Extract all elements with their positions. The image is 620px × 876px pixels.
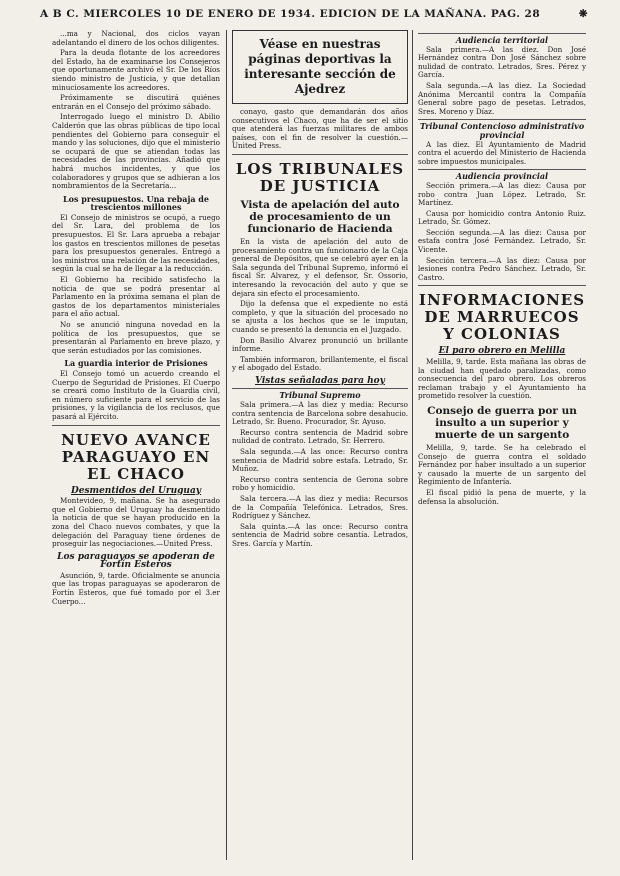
header-title: A B C. MIERCOLES 10 DE ENERO DE 1934. EDICION DE LA MAÑANA. PAG. 28 [40,8,541,20]
col1-paragraph: El Consejo tomó un acuerdo creando el Cuerpo de Seguridad de Prisiones. El Cuerpo se creará como Instituto de la Guardia civil, en número suficiente para el servicio de las prisiones, y la vigilancia de los reclusos, que pasará al Ejército. [52,368,220,421]
col2-paragraph: conayo, gasto que demandarán dos años consecutivos el Chaco, que ha de ser el sitio que atenderá las fuerzas militares de ambos países, con el fin de resolver la cuestión.—United Press. [232,107,408,151]
page-header [40,8,588,22]
col1-paragraph: Próximamente se discutirá quiénes entrarán en el Consejo del próximo sábado. [52,93,220,111]
column-rule-1 [226,30,227,860]
col3-paragraph: Sala primera.—A las diez. Don José Hernández contra Don José Sánchez sobre nulidad de contrato. Letrados, Sres. Pérez y García. [418,44,586,80]
col3-paragraph: Sala segunda.—A las diez. La Sociedad Anónima Mercantil contra la Compañía General sobre pago de pesetas. Letrados, Sres. Moreno y Díaz. [418,80,586,116]
headline-fortin: Los paraguayos se apoderan de Fortín Esteros [57,551,215,571]
col3-paragraph: A las diez. El Ayuntamiento de Madrid contra el acuerdo del Ministerio de Hacienda sobre impuestos municipales. [418,139,586,166]
col3-paragraph: Sección segunda.—A las diez: Causa por estafa contra José Fernández. Letrado, Sr. Vicente. [418,227,586,255]
headline-apelacion: Vista de apelación del auto de procesamiento de un funcionario de Hacienda [240,198,400,235]
ajedrez-box-text: Véase en nuestras páginas deportivas la interesante sección de Ajedrez [244,37,396,96]
headline-chaco: NUEVO AVANCE PARAGUAYO EN EL CHACO [61,430,211,483]
col1-paragraph: Para la deuda flotante de los acreedores del Estado, ha de examinarse los Consejeros que oportunamente archivó el Sr. De los Ríos siendo ministro de Justicia, y que detallan minuciosamente los acreedores. [52,48,220,92]
col3-paragraph: Sección tercera.—A las diez: Causa por lesiones contra Pedro Sánchez. Letrado, Sr. Castro. [418,255,586,282]
header-mark: ❋ [578,8,588,20]
col1-paragraph: Montevideo, 9, mañana. Se ha asegurado que el Gobierno del Uruguay ha desmentido la noticia de que se hayan producido en la zona del Chaco nuevos combates, y que la delegación del Paraguay tiene órdenes de proseguir las negociaciones.—United Press. [52,496,220,549]
col2-paragraph: Recurso contra sentencia de Gerona sobre robo y homicidio. [232,474,408,493]
col1-paragraph: ...ma y Nacional, dos ciclos vayan adelantando el dinero de los ochos diligentes. [52,29,220,47]
col3-paragraph: Melilla, 9, tarde. Esta mañana las obras de la ciudad han quedado paralizadas, como consecuencia del paro obrero. Los obreros reclaman trabajo y el Ayuntamiento ha prometido resolver la cuestión. [418,357,586,401]
col2-paragraph: Dijo la defensa que el expediente no está completo, y que la situación del procesado no se ajusta a los hechos que se le imputan, cuando se presentó la denuncia en el Juzgado. [232,299,408,334]
headline-consejo-guerra: Consejo de guerra por un insulto a un superior y muerte de un sargento [427,405,577,441]
headline-presupuestos: Los presupuestos. Una rebaja de trescientos millones [63,193,209,213]
column-3 [418,30,586,508]
col2-paragraph: También informaron, brillantemente, el fiscal y el abogado del Estado. [232,354,408,373]
col3-paragraph: Causa por homicidio contra Antonio Ruiz. Letrado, Sr. Gómez. [418,208,586,227]
section-supremo: Tribunal Supremo [232,388,408,400]
column-2 [232,30,408,551]
headline-prisiones: La guardia interior de Prisiones [64,358,208,369]
col2-paragraph: En la vista de apelación del auto de procesamiento contra un funcionario de la Caja general de Depósitos, que se celebró ayer en la Sala segunda del Tribunal Supremo, informó el fiscal Sr. Alvarez, y el defensor, Sr. Ossorio, interesando la revocación del auto y que se dejara sin efecto el procesamiento. [232,236,408,298]
column-rule-2 [412,30,413,860]
section-audiencia-territorial: Audiencia territorial [418,33,586,45]
divider [52,425,220,426]
col1-paragraph: No se anunció ninguna novedad en la política de los presupuestos, que se presentarán al Parlamento en breve plazo, y que serán estudiados por las comisiones. [52,320,220,355]
col1-paragraph: Interrogado luego el ministro D. Abilio Calderón que las obras públicas de tipo local pendientes del Gobierno para conseguir el mando y las soluciones, dijo que el ministerio se ocupará de que se atiendan todas las necesidades de las provincias. Añadió que habrá muchos incidentes, y que los colaboradores y grupos que se adhieran a los nombramientos de la Secretaría... [52,112,220,191]
divider [418,285,586,286]
col2-paragraph: Sala segunda.—A las once: Recurso contra sentencia de Madrid sobre estafa. Letrado, Sr. Muñoz. [232,447,408,474]
col2-paragraph: Sala primera.—A las diez y media: Recurso contra sentencia de Barcelona sobre desahucio. Letrado, Sr. Bueno. Procurador, Sr. Ayuso. [232,400,408,427]
ajedrez-box [232,30,408,104]
col1-paragraph: El Consejo de ministros se ocupó, a ruego del Sr. Lara, del problema de los presupuestos. El Sr. Lara aprueba a rebajar los gastos en trescientos millones de pesetas para los presupuestos generales. Entregó a los ministros una relación de las necesidades, según la cual se ha de llegar a la reducción. [52,212,220,274]
divider [232,154,408,155]
headline-tribunales: LOS TRIBUNALES DE JUSTICIA [235,159,405,195]
col1-paragraph: El Gobierno ha recibido satisfecho la noticia de que se podrá presentar al Parlamento en la próxima semana el plan de gastos de los departamentos ministeriales para el año actual. [52,275,220,319]
headline-vistas: Vistas señaladas para hoy [255,375,385,386]
headline-marruecos: INFORMACIONES DE MARRUECOS Y COLONIAS [418,291,586,344]
col1-paragraph: Asunción, 9, tarde. Oficialmente se anuncia que las tropas paraguayas se apoderaron de Fortín Esteros, que fué tomado por el 3.er Cuerpo... [52,570,220,606]
col3-paragraph: Melilla, 9, tarde. Se ha celebrado el Consejo de guerra contra el soldado Fernández por haber insultado a un superior y causado la muerte de un sargento del Regimiento de Infantería. [418,443,586,487]
column-1 [52,30,220,608]
col3-paragraph: El fiscal pidió la pena de muerte, y la defensa la absolución. [418,487,586,506]
headline-paro-obrero: El paro obrero en Melilla [438,346,566,357]
col3-paragraph: Sección primera.—A las diez: Causa por robo contra Juan López. Letrado, Sr. Martínez. [418,180,586,208]
col2-paragraph: Sala quinta.—A las once: Recurso contra sentencia de Madrid sobre cesantía. Letrados, Sres. García y Martín. [232,521,408,548]
col2-paragraph: Recurso contra sentencia de Madrid sobre nulidad de contrato. Letrado, Sr. Herrero. [232,427,408,446]
col2-paragraph: Don Basilio Alvarez pronunció un brillante informe. [232,335,408,354]
section-audiencia-provincial: Audiencia provincial [418,169,586,181]
col2-paragraph: Sala tercera.—A las diez y media: Recursos de la Compañía Telefónica. Letrados, Sres. Rodríguez y Sánchez. [232,494,408,521]
headline-uruguay: Desmentidos del Uruguay [70,485,202,496]
section-contencioso: Tribunal Contencioso administrativo provincial [419,121,585,140]
